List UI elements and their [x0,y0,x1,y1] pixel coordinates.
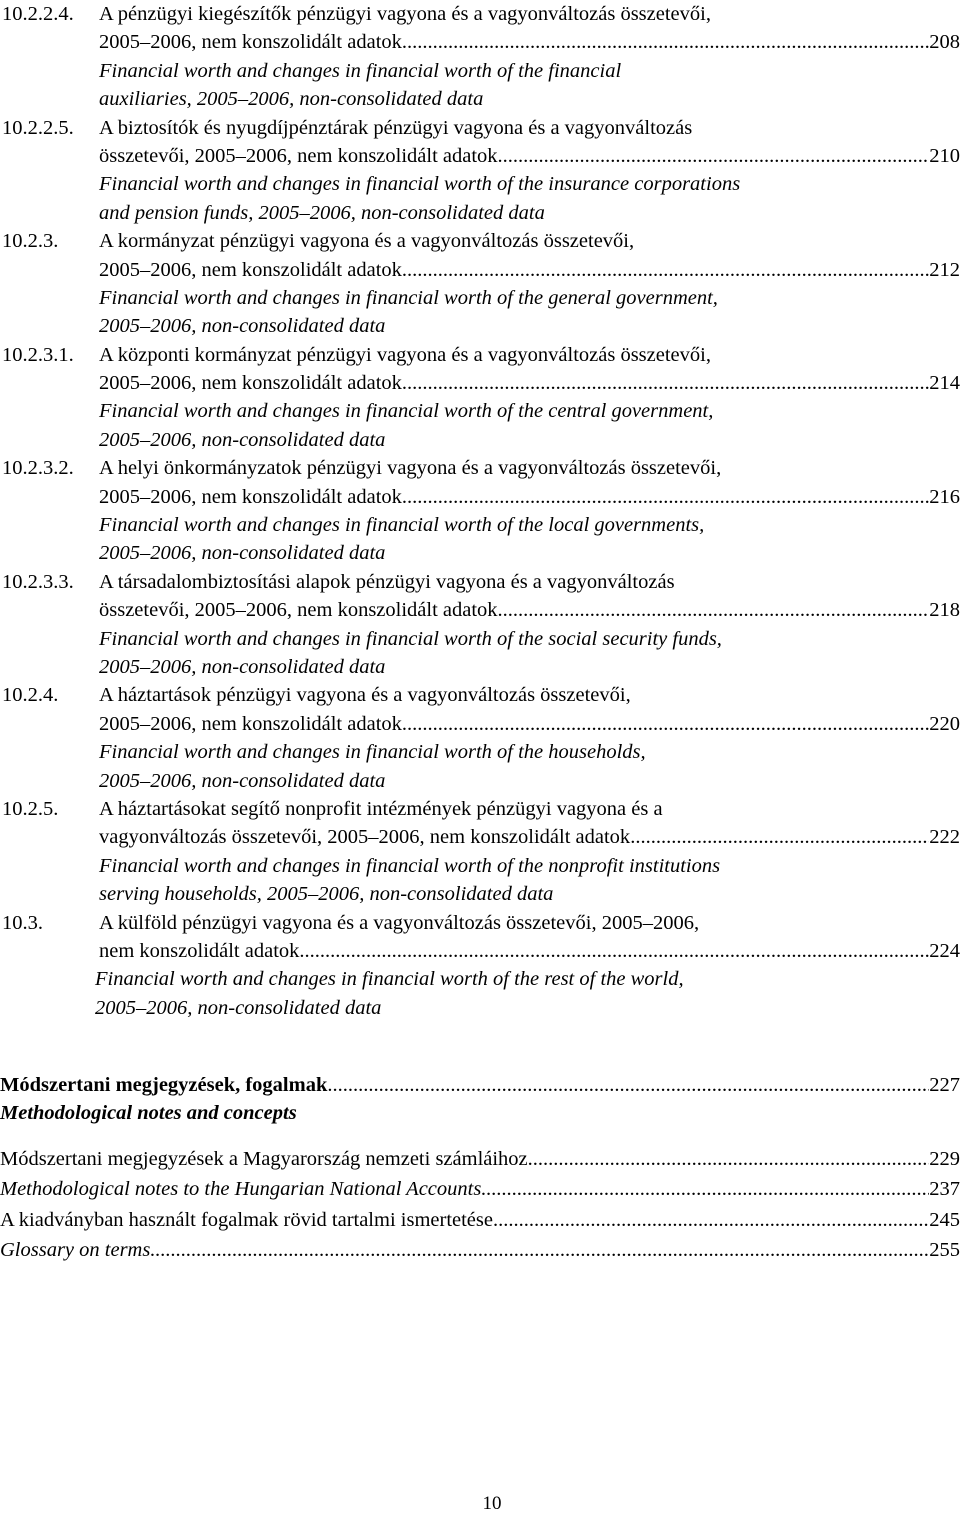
title-en: Financial worth and changes in financial worth of the social security funds, [99,627,722,650]
leader-dots [528,1144,930,1175]
title-en: Financial worth and changes in financial worth of the general government, [99,286,718,309]
title-en: Financial worth and changes in financial worth of the households, [99,741,646,764]
title-hu: A külföld pénzügyi vagyona és a vagyonváltozás összetevői, 2005–2006, [99,911,700,934]
page-ref: 224 [929,939,960,962]
page-ref: 227 [929,1074,960,1096]
toc-line [0,596,960,624]
section-number: 10.2.5. [2,797,59,820]
title-hu-leader[interactable] [99,483,960,511]
toc-line [0,795,960,823]
title-hu: 2005–2006, nem konszolidált adatok [99,372,402,395]
title-en: auxiliaries, 2005–2006, non-consolidated data [99,88,484,111]
title-en: 2005–2006, non-consolidated data [99,315,386,338]
title-en: Financial worth and changes in financial worth of the central government, [99,400,714,423]
title-en: Financial worth and changes in financial worth of the nonprofit institutions [99,854,721,877]
page-ref: 220 [929,712,960,735]
toc-line [0,681,960,709]
methodology-item-title: Methodological notes to the Hungarian National Accounts [0,1178,482,1201]
title-hu: A kormányzat pénzügyi vagyona és a vagyonváltozás összetevői, [99,230,635,253]
page-ref: 229 [929,1147,960,1170]
page-ref: 212 [929,258,960,281]
methodology-item-title: Módszertani megjegyzések a Magyarország nemzeti számláihoz [0,1147,528,1170]
toc-line [0,0,960,28]
leader-dots [481,1174,929,1205]
methodology-item[interactable] [0,1235,960,1266]
methodology-item[interactable] [0,1174,960,1205]
title-hu: A háztartásokat segítő nonprofit intézmények pénzügyi vagyona és a [99,797,663,820]
title-hu: A társadalombiztosítási alapok pénzügyi vagyona és a vagyonváltozás [99,570,675,593]
leader-dots [402,369,929,397]
leader-dots [498,596,930,624]
toc-line [0,284,960,312]
title-en: 2005–2006, non-consolidated data [99,655,386,678]
toc-line [0,625,960,653]
toc-entry[interactable] [0,909,960,1023]
methodology-item[interactable] [0,1144,960,1175]
title-en: serving households, 2005–2006, non-consolidated data [99,883,554,906]
title-hu: A pénzügyi kiegészítők pénzügyi vagyona és a vagyonváltozás összetevői, [99,3,711,25]
leader-dots [299,937,929,965]
page-ref: 216 [929,485,960,508]
toc-line [0,227,960,255]
toc-line [0,767,960,795]
title-hu-leader[interactable] [99,710,960,738]
title-en: Financial worth and changes in financial worth of the insurance corporations [99,173,741,196]
section-number: 10.2.4. [2,684,59,707]
title-hu-leader[interactable] [99,256,960,284]
leader-dots [327,1071,929,1099]
methodology-heading-en: Methodological notes and concepts [0,1102,297,1125]
leader-dots [630,823,929,851]
toc-line [0,369,960,397]
leader-dots [402,710,929,738]
toc-line [0,114,960,142]
title-hu: 2005–2006, nem konszolidált adatok [99,31,402,54]
section-number: 10.2.3.1. [2,343,74,366]
title-hu: A helyi önkormányzatok pénzügyi vagyona és a vagyonváltozás összetevői, [99,457,722,480]
leader-dots [498,142,930,170]
toc-line [0,85,960,113]
title-hu-leader[interactable] [99,937,960,965]
methodology-item-title: A kiadványban használt fogalmak rövid tartalmi ismertetése [0,1208,493,1231]
toc-line [0,852,960,880]
methodology-heading: Módszertani megjegyzések, fogalmak [0,1074,328,1096]
page-ref: 222 [929,826,960,849]
toc-entry[interactable] [0,114,960,228]
page-ref: 214 [929,372,960,395]
page-ref: 210 [929,144,960,167]
title-hu-leader[interactable] [99,28,960,56]
page-ref: 237 [929,1178,960,1201]
leader-dots [493,1205,929,1236]
toc-line [0,426,960,454]
section-number: 10.3. [2,911,43,934]
toc-line [0,312,960,340]
toc-entry[interactable] [0,0,960,114]
toc-entry[interactable] [0,454,960,568]
toc-line [0,483,960,511]
title-en: Financial worth and changes in financial worth of the financial [99,59,622,82]
title-hu: nem konszolidált adatok [99,939,300,962]
section-number: 10.2.2.4. [2,3,74,25]
leader-dots [150,1235,929,1266]
title-hu: összetevői, 2005–2006, nem konszolidált adatok [99,144,498,167]
page-number: 10 [482,1493,502,1514]
title-hu: 2005–2006, nem konszolidált adatok [99,485,402,508]
page-ref: 255 [929,1239,960,1262]
title-en: Financial worth and changes in financial worth of the rest of the world, [95,968,684,991]
title-hu: összetevői, 2005–2006, nem konszolidált adatok [99,599,498,622]
toc-line [0,568,960,596]
title-hu: 2005–2006, nem konszolidált adatok [99,712,402,735]
leader-dots [402,256,929,284]
methodology-item-title: Glossary on terms [0,1239,151,1262]
section-number: 10.2.3.3. [2,570,74,593]
toc-line [0,909,960,937]
title-en: 2005–2006, non-consolidated data [99,428,386,451]
title-en: 2005–2006, non-consolidated data [99,769,386,792]
toc-line [0,199,960,227]
page-ref: 245 [929,1208,960,1231]
title-en: 2005–2006, non-consolidated data [95,996,382,1019]
title-hu: A biztosítók és nyugdíjpénztárak pénzügyi vagyona és a vagyonváltozás [99,116,693,139]
toc-line [0,653,960,681]
title-en: Financial worth and changes in financial worth of the local governments, [99,514,705,537]
title-en: and pension funds, 2005–2006, non-consolidated data [99,201,545,224]
toc-line [0,142,960,170]
toc-line [0,823,960,851]
toc-line [0,454,960,482]
title-hu: A központi kormányzat pénzügyi vagyona és a vagyonváltozás összetevői, [99,343,711,366]
toc-line [0,994,960,1022]
methodology-heading-line[interactable] [0,1071,960,1099]
section-number: 10.2.3. [2,230,59,253]
section-number: 10.2.2.5. [2,116,74,139]
title-hu-leader[interactable] [99,823,960,851]
title-en: 2005–2006, non-consolidated data [99,542,386,565]
title-hu: 2005–2006, nem konszolidált adatok [99,258,402,281]
toc-line [0,738,960,766]
toc-line [0,397,960,425]
toc-entry[interactable] [0,227,960,341]
title-hu-leader[interactable] [99,596,960,624]
methodology-section [0,1071,960,1266]
title-hu: A háztartások pénzügyi vagyona és a vagyonváltozás összetevői, [99,684,631,707]
toc-line [0,170,960,198]
methodology-items [0,1144,960,1266]
toc-line [0,965,960,993]
section-number: 10.2.3.2. [2,457,74,480]
toc-entry[interactable] [0,795,960,909]
page-ref: 218 [929,599,960,622]
toc-entry[interactable] [0,568,960,682]
toc-line [0,710,960,738]
toc-line [0,880,960,908]
methodology-item[interactable] [0,1205,960,1236]
title-hu-leader[interactable] [99,369,960,397]
title-hu: vagyonváltozás összetevői, 2005–2006, nem konszolidált adatok [99,826,631,849]
page-ref: 208 [929,31,960,54]
toc-line [0,256,960,284]
toc-line [0,937,960,965]
toc-entry[interactable] [0,681,960,795]
toc-line [0,57,960,85]
toc-line [0,511,960,539]
leader-dots [402,483,929,511]
toc-line [0,28,960,56]
toc-entry[interactable] [0,341,960,455]
title-hu-leader[interactable] [99,142,960,170]
toc-line [0,341,960,369]
toc-line [0,539,960,567]
leader-dots [402,28,929,56]
